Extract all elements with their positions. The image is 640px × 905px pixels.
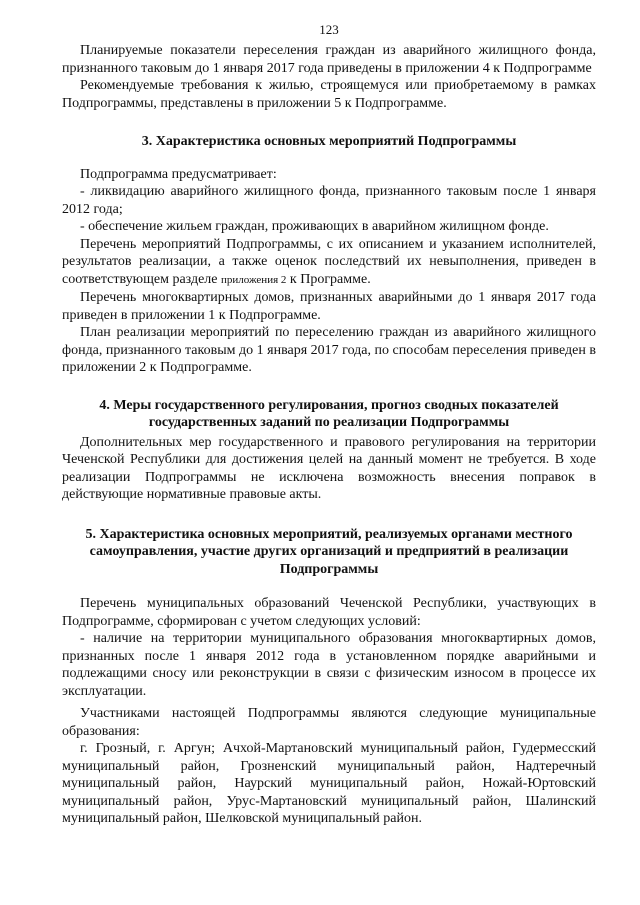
section-3-measures-list xyxy=(62,236,596,290)
section-5-municipal-list-intro: Перечень муниципальных образований Чеченской Республики, участвующих в Подпрограмме, сформирован с учетом следующих условий: xyxy=(62,596,596,629)
section-3-plan: План реализации мероприятий по переселению граждан из аварийного жилищного фонда, признанного таковым до 1 января 2017 года, по способам переселения приведен в приложении 2 к Подпрограмме. xyxy=(62,325,596,375)
section-5-participants: Участниками настоящей Подпрограммы являются следующие муниципальные образования: xyxy=(62,706,596,739)
section-3-item-housing: - обеспечение жильем граждан, проживающих в аварийном жилищном фонде. xyxy=(80,219,549,234)
page-number: 123 xyxy=(319,22,339,37)
section-3-intro: Подпрограмма предусматривает: xyxy=(80,166,277,182)
section-3-item-liquidation: - ликвидацию аварийного жилищного фонда, признанного таковым после 1 января 2012 года; xyxy=(62,184,596,217)
section-3-houses-list: Перечень многоквартирных домов, признанных аварийными до 1 января 2017 года приведен в приложении 1 к Подпрограмме. xyxy=(62,290,596,323)
appendix-2-reference: приложения 2 xyxy=(220,273,287,286)
paragraph-housing-requirements: Рекомендуемые требования к жилью, строящемуся или приобретаемому в рамках Подпрограммы, представлены в приложении 5 к Подпрограмме. xyxy=(62,78,596,111)
measures-list-text: Перечень мероприятий Подпрограммы, с их описанием и указанием исполнителей, результатов реализации, а также оценок последствий их невыполнения, приведен в соответствующем разделе xyxy=(62,236,596,287)
section-4-heading: 4. Меры государственного регулирования, прогноз сводных показателей государственных заданий по реализации Подпрограммы xyxy=(99,397,559,430)
section-5-heading: 5. Характеристика основных мероприятий, реализуемых органами местного самоуправления, участие других организаций и предприятий в реализации Подпрограммы xyxy=(85,526,573,577)
section-5-condition: - наличие на территории муниципального образования многоквартирных домов, признанных после 1 января 2012 года в установленном порядке аварийными и подлежащими сносу или реконструкции в связи с физическим износом в процессе их эксплуатации. xyxy=(62,631,596,699)
section-3-heading: 3. Характеристика основных мероприятий Подпрограммы xyxy=(141,134,517,149)
section-5-municipalities-list: г. Грозный, г. Аргун; Ачхой-Мартановский муниципальный район, Гудермесский муниципальный район, Грозненский муниципальный район, Надтеречный муниципальный район, Наурский муниципальный район, Ножай-Юртовский муниципальный район, Урус-Мартановский муниципальный район, Шалинский муниципальный район, Шелковской муниципальный район. xyxy=(62,741,596,826)
paragraph-resettlement-indicators: Планируемые показатели переселения граждан из аварийного жилищного фонда, признанного таковым до 1 января 2017 года приведены в приложении 4 к Подпрограмме xyxy=(62,43,596,76)
measures-list-tail: к Программе. xyxy=(286,271,371,287)
section-4-text: Дополнительных мер государственного и правового регулирования на территории Чеченской Республики для достижения целей на данный момент не требуется. В ходе реализации Подпрограммы не исключена возможность внесения поправок в действующие нормативные правовые акты. xyxy=(62,434,596,502)
